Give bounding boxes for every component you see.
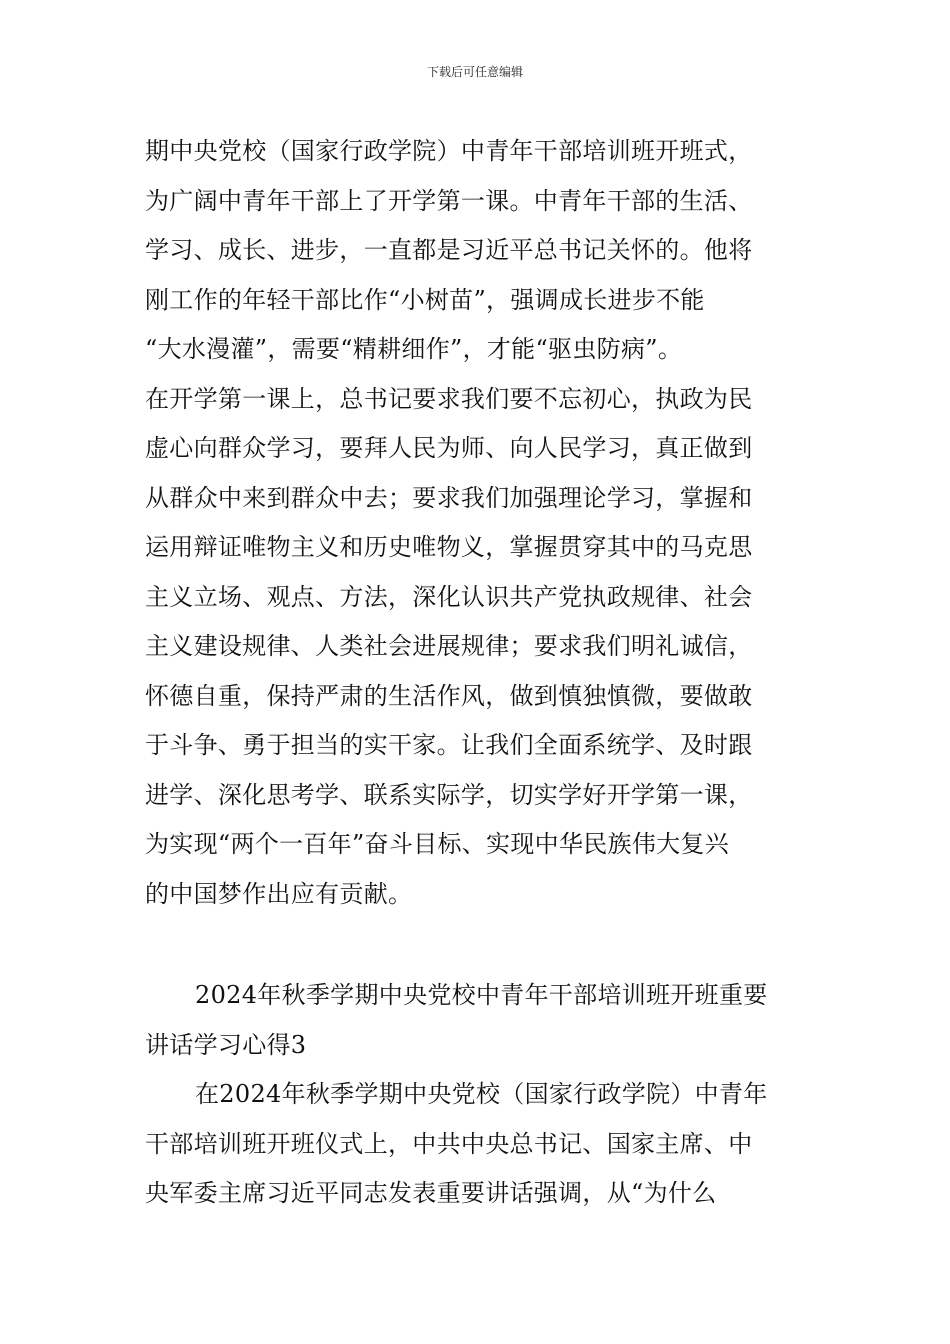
paragraph-line: 在2024年秋季学期中央党校（国家行政学院）中青年 (195, 1080, 768, 1108)
paragraph-line: “大水漫灌”，需要“精耕细作”，才能“驱虫防病”。 (145, 335, 683, 363)
section-spacer (145, 919, 810, 971)
paragraph-line: 的中国梦作出应有贡献。 (145, 879, 413, 908)
heading-line: 2024年秋季学期中央党校中青年干部培训班开班重要 (195, 981, 768, 1009)
paragraph-line: 运用辩证唯物主义和历史唯物义，掌握贯穿其中的马克思 (145, 533, 753, 561)
paragraph-2 (145, 1070, 810, 1219)
page-header: 下载后可任意编辑 (426, 65, 523, 79)
document-body (145, 127, 810, 1219)
paragraph-line: 进学、深化思考学、联系实际学，切实学好开学第一课， (145, 780, 753, 809)
paragraph-line: 从群众中来到群众中去；要求我们加强理论学习，掌握和 (145, 483, 753, 512)
paragraph-line: 央军委主席习近平同志发表重要讲话强调，从“为什么 (145, 1179, 717, 1207)
paragraph-line: 虚心向群众学习，要拜人民为师、向人民学习，真正做到 (145, 434, 753, 462)
paragraph-1 (145, 127, 810, 919)
paragraph-line: 怀德自重，保持严肃的生活作风，做到慎独慎微，要做敢 (145, 681, 753, 710)
paragraph-line: 在开学第一课上，总书记要求我们要不忘初心，执政为民 (145, 384, 753, 413)
paragraph-line: 刚工作的年轻干部比作“小树苗”，强调成长进步不能 (145, 285, 705, 314)
paragraph-line: 于斗争、勇于担当的实干家。让我们全面系统学、及时跟 (145, 731, 753, 759)
paragraph-line: 为实现“两个一百年”奋斗目标、实现中华民族伟大复兴 (145, 830, 730, 858)
heading-line: 讲话学习心得3 (145, 1030, 307, 1059)
paragraph-line: 期中央党校（国家行政学院）中青年干部培训班开班式， (145, 137, 753, 165)
paragraph-line: 干部培训班开班仪式上，中共中央总书记、国家主席、中 (145, 1129, 753, 1158)
paragraph-line: 主义建设规律、人类社会进展规律；要求我们明礼诚信， (145, 632, 753, 660)
paragraph-line: 为广阔中青年干部上了开学第一课。中青年干部的生活、 (145, 186, 753, 215)
paragraph-line: 主义立场、观点、方法，深化认识共产党执政规律、社会 (145, 582, 753, 611)
paragraph-line: 学习、成长、进步，一直都是习近平总书记关怀的。他将 (145, 236, 753, 264)
section-heading (145, 971, 810, 1070)
